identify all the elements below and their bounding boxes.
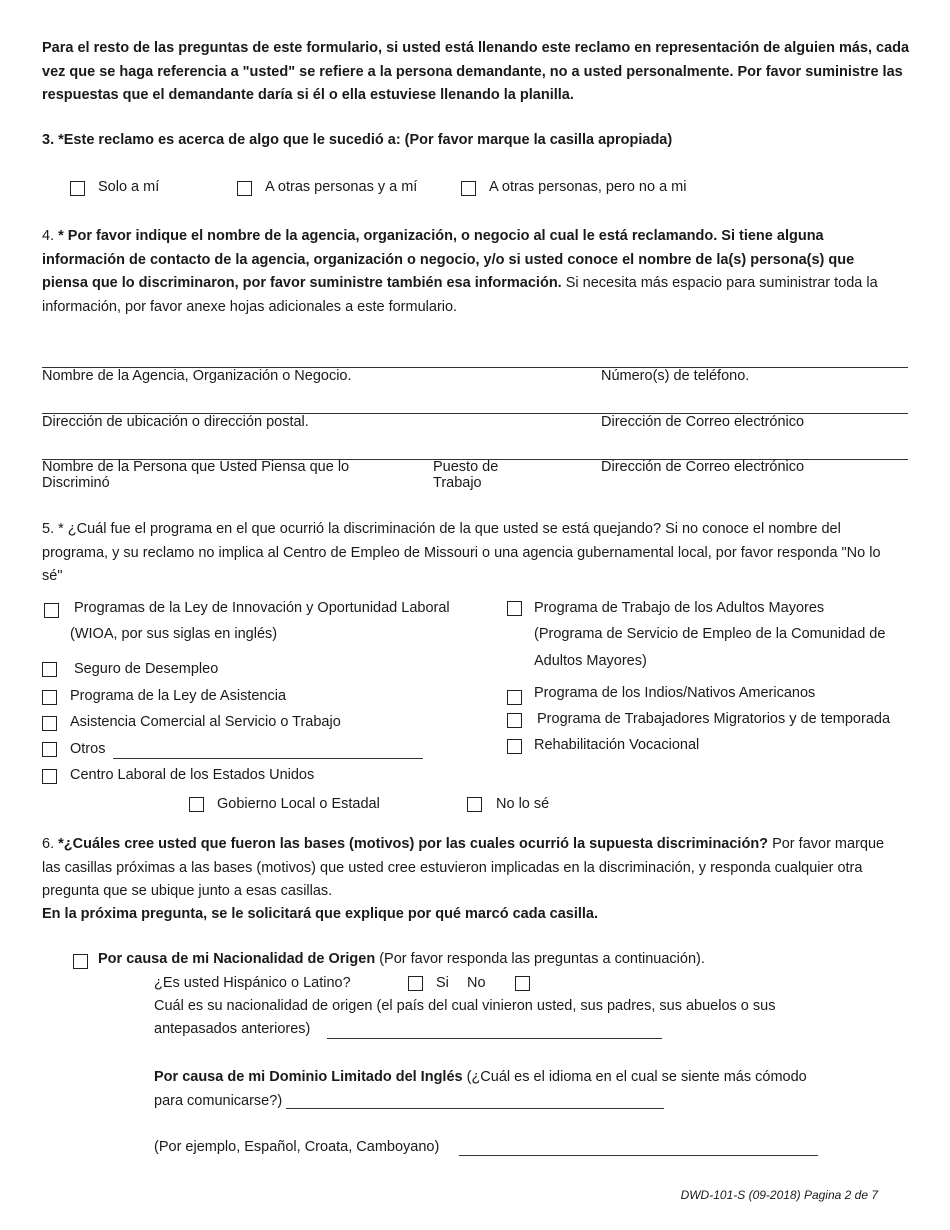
nationality-text-line1: Cuál es su nacionalidad de origen (el país del cual vinieron usted, sus padres, sus abuelos o sus — [154, 998, 776, 1014]
q4-normal: Si necesita más espacio para suministrar toda la información, por favor anexe hojas adicionales a este formulario. — [42, 275, 878, 315]
q4-bold: * Por favor indique el nombre de la agencia, organización, o negocio al cual le está reclamando. Si tiene alguna información de contacto de la agencia, organización o negocio, y/o si usted conoce el nombre de la(s) persona(s) que piensa que lo discriminaron, por favor suministre también esa información. — [42, 228, 855, 291]
nationality-input-line[interactable] — [327, 1038, 662, 1039]
vocational-label: Rehabilitación Vocacional — [534, 737, 700, 753]
q6-normal: Por favor marque las casillas próximas a las bases (motivos) que usted cree estuvieron implicadas en la discriminación, y responda cualquier otra pregunta que se ubique junto a esas casillas. — [42, 836, 885, 899]
q6-bold: *¿Cuáles cree usted que fueron las bases (motivos) por las cuales ocurrió la supuesta discriminación? — [58, 836, 769, 852]
origin-checkbox[interactable] — [73, 954, 88, 969]
seniors-label-line3: Adultos Mayores) — [534, 653, 647, 669]
trade-label: Asistencia Comercial al Servicio o Trabajo — [70, 714, 341, 730]
q3-option-1-label: Solo a mí — [98, 179, 160, 195]
trade-checkbox[interactable] — [42, 716, 57, 731]
dont-know-checkbox[interactable] — [467, 797, 482, 812]
q3-option-3-checkbox[interactable] — [461, 181, 476, 196]
native-checkbox[interactable] — [507, 690, 522, 705]
nationality-text-line2: antepasados anteriores) — [154, 1021, 311, 1037]
hispanic-yes-checkbox[interactable] — [408, 976, 423, 991]
q3-question: 3. *Este reclamo es acerca de algo que le sucedió a: (Por favor marque la casilla apropiada) — [42, 132, 673, 148]
us-center-label: Centro Laboral de los Estados Unidos — [70, 767, 315, 783]
english-label-line2: para comunicarse?) — [154, 1093, 283, 1109]
email-label-2: Dirección de Correo electrónico — [601, 459, 805, 475]
native-label: Programa de los Indios/Nativos Americanos — [534, 685, 816, 701]
person-name-label: Nombre de la Persona que Usted Piensa que lo Discriminó — [42, 459, 350, 491]
hispanic-question: ¿Es usted Hispánico o Latino? — [154, 975, 351, 991]
wioa-checkbox[interactable] — [44, 603, 59, 618]
q3-option-2-checkbox[interactable] — [237, 181, 252, 196]
origin-label-bold: Por causa de mi Nacionalidad de Origen — [98, 951, 376, 967]
english-label-normal: (¿Cuál es el idioma en el cual se siente más cómodo — [462, 1069, 807, 1085]
other-checkbox[interactable] — [42, 742, 57, 757]
english-label-bold: Por causa de mi Dominio Limitado del Inglés — [154, 1069, 463, 1085]
origin-label-normal: (Por favor responda las preguntas a continuación). — [375, 951, 705, 967]
local-gov-label: Gobierno Local o Estadal — [217, 796, 380, 812]
us-center-checkbox[interactable] — [42, 769, 57, 784]
dont-know-label: No lo sé — [496, 796, 550, 812]
language-example: (Por ejemplo, Español, Croata, Camboyano) — [154, 1139, 440, 1155]
agency-name-label: Nombre de la Agencia, Organización o Negocio. — [42, 368, 352, 384]
seniors-checkbox[interactable] — [507, 601, 522, 616]
q3-option-2-label: A otras personas y a mí — [265, 179, 418, 195]
q4-number: 4. — [42, 228, 55, 244]
assistance-checkbox[interactable] — [42, 690, 57, 705]
job-title-label: Puesto de Trabajo — [433, 459, 499, 491]
page-footer: DWD-101-S (09-2018) Pagina 2 de 7 — [680, 1188, 878, 1202]
language-input-line[interactable] — [286, 1108, 664, 1109]
wioa-label-line1: Programas de la Ley de Innovación y Oportunidad Laboral — [74, 600, 450, 616]
hispanic-yes-label: Si — [436, 975, 449, 991]
unemployment-label: Seguro de Desempleo — [74, 661, 219, 677]
migrant-label: Programa de Trabajadores Migratorios y de temporada — [537, 711, 891, 727]
phone-label: Número(s) de teléfono. — [601, 368, 750, 384]
language-example-input-line[interactable] — [459, 1155, 818, 1156]
address-label: Dirección de ubicación o dirección postal. — [42, 414, 309, 430]
english-label — [154, 1069, 807, 1085]
unemployment-checkbox[interactable] — [42, 662, 57, 677]
email-label-1: Dirección de Correo electrónico — [601, 414, 805, 430]
migrant-checkbox[interactable] — [507, 713, 522, 728]
local-gov-checkbox[interactable] — [189, 797, 204, 812]
q3-option-1-checkbox[interactable] — [70, 181, 85, 196]
wioa-label-line2: (WIOA, por sus siglas en inglés) — [70, 626, 278, 642]
hispanic-no-label: No — [467, 975, 486, 991]
assistance-label: Programa de la Ley de Asistencia — [70, 688, 287, 704]
vocational-checkbox[interactable] — [507, 739, 522, 754]
seniors-label-line1: Programa de Trabajo de los Adultos Mayores — [534, 600, 825, 616]
other-label: Otros — [70, 741, 106, 757]
origin-label — [98, 951, 705, 967]
q5-question: 5. * ¿Cuál fue el programa en el que ocurrió la discriminación de la que usted se está quejando? Si no conoce el nombre del programa, y su reclamo no implica al Centro de Empleo de Missouri o una agencia gubernamental local, por favor responda "No lo sé" — [42, 521, 881, 584]
other-input-line[interactable] — [113, 758, 423, 759]
q3-option-3-label: A otras personas, pero no a mi — [489, 179, 687, 195]
q6-note: En la próxima pregunta, se le solicitará que explique por qué marcó cada casilla. — [42, 906, 599, 922]
q4-question — [42, 225, 902, 319]
q6-number: 6. — [42, 836, 55, 852]
q6-question — [42, 833, 902, 904]
intro-text: Para el resto de las preguntas de este formulario, si usted está llenando este reclamo en representación de alguien más, cada vez que se haga referencia a "usted" se refiere a la persona demandante, no a usted personalmente. Por favor suministre las respuestas que el demandante daría si él o ella estuviese llenando la planilla. — [42, 40, 910, 103]
hispanic-no-checkbox[interactable] — [515, 976, 530, 991]
seniors-label-line2: (Programa de Servicio de Empleo de la Comunidad de — [534, 626, 886, 642]
